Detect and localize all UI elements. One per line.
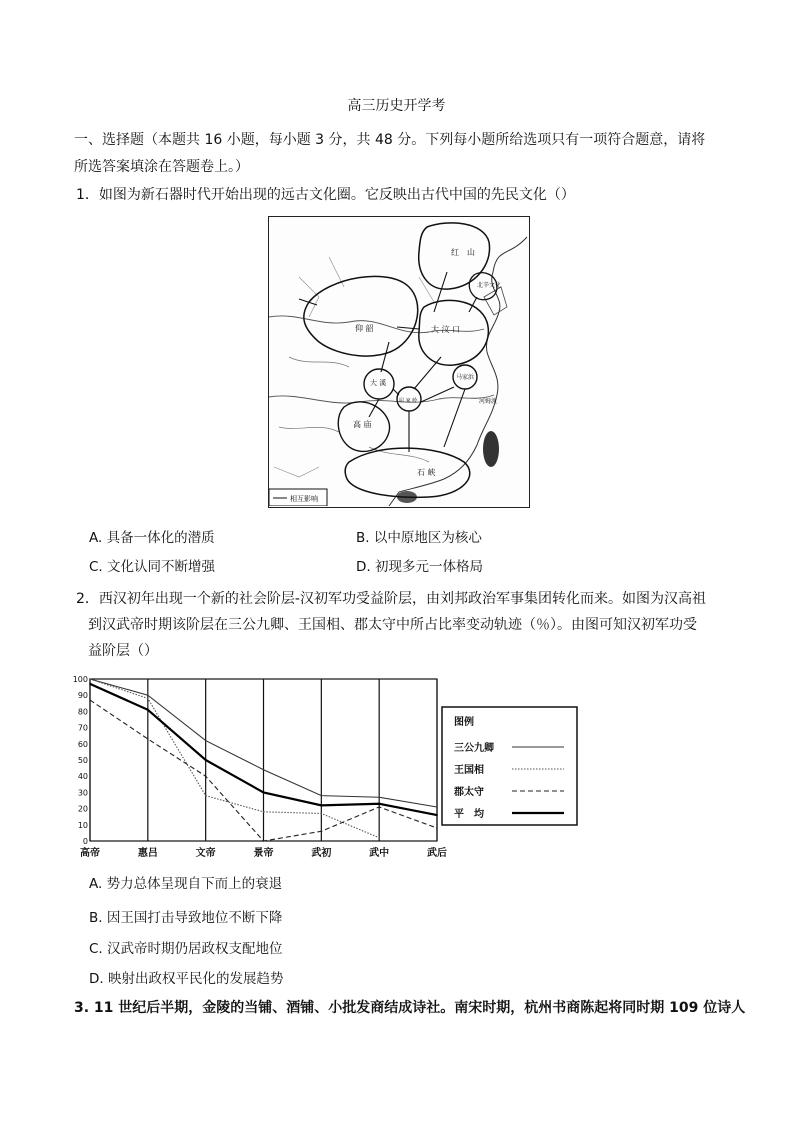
q2-option-c[interactable]: C. 汉武帝时期仍居政权支配地位 [89,941,283,957]
legend-label-0: 三公九卿 [454,743,494,754]
q2-option-d[interactable]: D. 映射出政权平民化的发展趋势 [89,971,284,987]
coastline [389,237,527,506]
y-tick-label: 10 [77,820,88,830]
terrain-lines [274,257,434,477]
q3-stem: 3. 11 世纪后半期，金陵的当铺、酒铺、小批发商结成诗社。南宋时期，杭州书商陈起将同时期 109 位诗人 [74,1000,746,1016]
data-point [147,698,149,700]
q2-stem-line3: 益阶层（） [88,643,158,659]
y-tick-label: 70 [77,723,88,733]
legend-label-1: 王国相 [454,765,484,776]
data-point [378,806,380,808]
label-qujialing: 屈 家 岭 [399,398,418,404]
map-figure [269,217,528,506]
label-hongshan: 红 山 [451,248,475,257]
label-daxi: 大 溪 [370,379,387,387]
data-point [436,814,438,816]
data-point [263,792,265,794]
q2-line-chart [72,673,582,863]
data-point [378,796,380,798]
data-point [321,805,323,807]
peninsula [484,287,507,315]
q2-stem-line2: 到汉武帝时期该阶层在三公九卿、王国相、郡太守中所占比率变动轨迹（％）。由图可知汉初军功受 [88,617,697,633]
culture-circle-map [268,216,530,508]
data-point [321,795,323,797]
label-hemudu: 河姆渡 [479,398,498,405]
minor-rivers [279,357,429,462]
data-point [321,830,323,832]
y-tick-label: 30 [77,788,88,798]
map-legend-label: 相互影响 [290,495,318,503]
legend-label-3: 平 均 [454,809,484,820]
label-dawenkou: 大 汶 口 [431,325,461,334]
data-point [205,795,207,797]
y-tick-label: 90 [77,691,88,701]
data-point [263,811,265,813]
data-point [321,813,323,815]
page-title: 高三历史开学考 [347,98,446,114]
label-shixia: 石 峡 [417,468,436,477]
data-point [147,709,149,711]
x-tick-label: 惠吕 [137,848,158,859]
x-tick-label: 高帝 [80,848,100,859]
data-point [89,678,91,680]
y-tick-label: 40 [77,772,88,782]
data-point [147,738,149,740]
y-tick-label: 0 [82,837,88,846]
chart-svg [72,673,582,863]
data-point [147,694,149,696]
legend-label-2: 郡太守 [454,787,484,798]
x-tick-label: 武后 [427,848,447,859]
q2-option-a[interactable]: A. 势力总体呈现自下而上的衰退 [89,876,283,892]
q1-stem: 1．如图为新石器时代开始出现的远古文化圈。它反映出古代中国的先民文化（） [76,187,575,203]
legend-title: 图例 [454,717,474,728]
y-tick-label: 20 [77,804,88,814]
y-tick-label: 50 [77,756,88,765]
data-point [263,840,265,842]
data-point [436,806,438,808]
data-point [205,740,207,742]
circle-yangshao [304,276,418,356]
q1-option-b[interactable]: B. 以中原地区为核心 [356,530,482,546]
data-point [89,699,91,701]
section-instructions-line1: 一、选择题（本题共 16 小题，每小题 3 分，共 48 分。下列每小题所给选项只有一项符合题意，请将 [74,132,706,148]
data-point [205,759,207,761]
label-gaomiao: 高 庙 [353,420,372,429]
taiwan-island [483,431,499,467]
q2-stem-line1: 2．西汉初年出现一个新的社会阶层-汉初军功受益阶层，由刘邦政治军事集团转化而来。如图为汉高祖 [76,591,706,607]
section-instructions-line2: 所选答案填涂在答题卷上。） [74,159,249,175]
y-tick-label: 80 [77,707,88,717]
data-point [378,837,380,839]
q1-option-c[interactable]: C. 文化认同不断增强 [89,559,216,575]
label-beixin: 北辛文化 [477,282,502,289]
data-point [89,683,91,685]
y-tick-label: 60 [77,739,88,749]
label-majiabang: 马家浜 [456,374,475,381]
x-tick-label: 景帝 [253,848,274,859]
q1-option-a[interactable]: A. 具备一体化的潜质 [89,530,215,546]
data-point [436,827,438,829]
label-yangshao: 仰 韶 [355,324,374,333]
y-tick-label: 100 [72,675,88,684]
x-tick-label: 武中 [369,848,390,859]
x-tick-label: 武初 [311,848,332,859]
q1-option-d[interactable]: D. 初现多元一体格局 [356,559,483,575]
data-point [263,769,265,771]
x-tick-label: 文帝 [195,848,216,859]
data-point [205,775,207,777]
q2-option-b[interactable]: B. 因王国打击导致地位不断下降 [89,910,283,926]
data-point [378,803,380,805]
